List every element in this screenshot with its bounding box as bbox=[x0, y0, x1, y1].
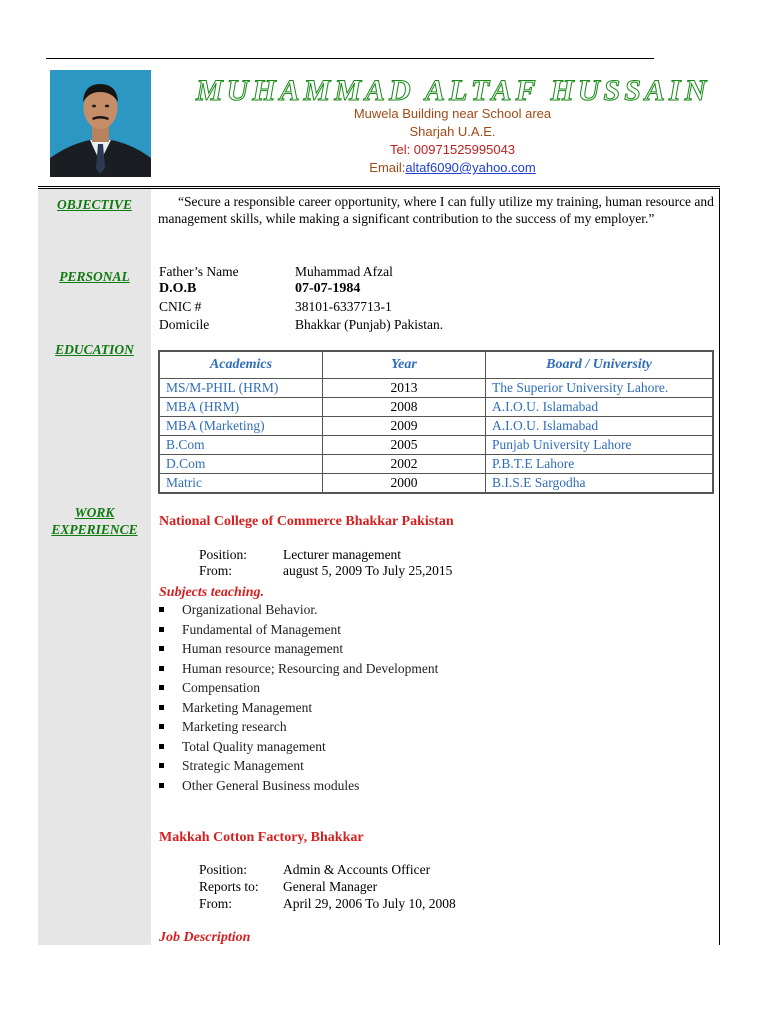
year-cell: 2002 bbox=[323, 455, 486, 474]
email-label: Email: bbox=[369, 160, 406, 175]
section-work: WORK bbox=[74, 505, 115, 520]
bullet-icon bbox=[159, 685, 164, 690]
list-item: Total Quality management bbox=[159, 737, 438, 757]
list-item: Fundamental of Management bbox=[159, 620, 438, 640]
section-education: EDUCATION bbox=[55, 342, 134, 357]
education-table bbox=[158, 350, 714, 494]
personal-label: Father’s Name bbox=[159, 264, 239, 279]
address-line-1: Muwela Building near School area bbox=[353, 106, 552, 121]
applicant-name: MUHAMMAD ALTAF HUSSAIN bbox=[196, 74, 711, 107]
job1-position: Lecturer management bbox=[283, 547, 402, 562]
subjects-list bbox=[159, 600, 438, 795]
job1-position-label: Position: bbox=[199, 547, 248, 562]
board-cell: B.I.S.E Sargodha bbox=[486, 474, 714, 494]
section-sidebar bbox=[38, 189, 151, 945]
list-item: Human resource management bbox=[159, 639, 438, 659]
list-item: Organizational Behavior. bbox=[159, 600, 438, 620]
personal-value: 07-07-1984 bbox=[295, 281, 361, 296]
job2-from: April 29, 2006 To July 10, 2008 bbox=[283, 896, 456, 911]
job2-organization: Makkah Cotton Factory, Bhakkar bbox=[159, 830, 364, 845]
column-header-academics: Academics bbox=[159, 351, 323, 379]
right-border bbox=[719, 189, 720, 945]
bullet-icon bbox=[159, 763, 164, 768]
personal-label: Domicile bbox=[159, 317, 210, 332]
table-row bbox=[159, 398, 713, 417]
job2-reports-label: Reports to: bbox=[199, 879, 259, 894]
job-description-heading: Job Description bbox=[159, 930, 251, 945]
board-cell: A.I.O.U. Islamabad bbox=[486, 417, 714, 436]
board-cell: Punjab University Lahore bbox=[486, 436, 714, 455]
column-header-year: Year bbox=[323, 351, 486, 379]
table-row bbox=[159, 417, 713, 436]
bullet-icon bbox=[159, 666, 164, 671]
list-item: Marketing research bbox=[159, 717, 438, 737]
list-item: Human resource; Resourcing and Development bbox=[159, 659, 438, 679]
bullet-icon bbox=[159, 607, 164, 612]
profile-photo bbox=[50, 70, 151, 177]
bullet-icon bbox=[159, 646, 164, 651]
job1-from: august 5, 2009 To July 25,2015 bbox=[283, 563, 453, 578]
section-objective: OBJECTIVE bbox=[56, 197, 133, 212]
table-row bbox=[159, 436, 713, 455]
job2-position-label: Position: bbox=[199, 862, 248, 877]
subjects-heading: Subjects teaching. bbox=[159, 585, 265, 600]
degree-cell: MBA (Marketing) bbox=[159, 417, 323, 436]
board-cell: The Superior University Lahore. bbox=[486, 379, 714, 398]
bullet-icon bbox=[159, 724, 164, 729]
section-personal: PERSONAL bbox=[59, 269, 130, 284]
table-row bbox=[159, 455, 713, 474]
section-experience: EXPERIENCE bbox=[51, 522, 138, 537]
year-cell: 2000 bbox=[323, 474, 486, 494]
board-cell: P.B.T.E Lahore bbox=[486, 455, 714, 474]
job1-from-label: From: bbox=[199, 563, 233, 578]
list-item: Strategic Management bbox=[159, 756, 438, 776]
list-item: Marketing Management bbox=[159, 698, 438, 718]
table-row bbox=[159, 474, 713, 494]
degree-cell: MBA (HRM) bbox=[159, 398, 323, 417]
telephone: Tel: 00971525995043 bbox=[389, 142, 516, 157]
bullet-icon bbox=[159, 783, 164, 788]
email-link[interactable]: altaf6090@yahoo.com bbox=[405, 160, 536, 175]
year-cell: 2005 bbox=[323, 436, 486, 455]
bullet-icon bbox=[159, 627, 164, 632]
personal-value: Muhammad Afzal bbox=[295, 264, 393, 279]
bullet-icon bbox=[159, 705, 164, 710]
year-cell: 2009 bbox=[323, 417, 486, 436]
column-header-board: Board / University bbox=[486, 351, 714, 379]
year-cell: 2008 bbox=[323, 398, 486, 417]
year-cell: 2013 bbox=[323, 379, 486, 398]
table-header-row bbox=[159, 351, 713, 379]
degree-cell: D.Com bbox=[159, 455, 323, 474]
job1-organization: National College of Commerce Bhakkar Pakistan bbox=[159, 514, 454, 529]
bullet-icon bbox=[159, 744, 164, 749]
board-cell: A.I.O.U. Islamabad bbox=[486, 398, 714, 417]
list-item: Compensation bbox=[159, 678, 438, 698]
email-line bbox=[320, 160, 585, 175]
degree-cell: B.Com bbox=[159, 436, 323, 455]
degree-cell: MS/M-PHIL (HRM) bbox=[159, 379, 323, 398]
objective-text: “Secure a responsible career opportunity, where I can fully utilize my training, human resource and management skills, while making a significant contribution to the success of my employer.” bbox=[158, 194, 714, 226]
personal-label: D.O.B bbox=[159, 281, 197, 296]
address-line-2: Sharjah U.A.E. bbox=[409, 124, 496, 139]
table-row bbox=[159, 379, 713, 398]
top-rule bbox=[46, 58, 654, 59]
job2-reports: General Manager bbox=[283, 879, 378, 894]
list-item: Other General Business modules bbox=[159, 776, 438, 796]
personal-value: Bhakkar (Punjab) Pakistan. bbox=[295, 317, 444, 332]
personal-label: CNIC # bbox=[159, 299, 202, 314]
job2-position: Admin & Accounts Officer bbox=[283, 862, 431, 877]
job2-from-label: From: bbox=[199, 896, 233, 911]
personal-value: 38101-6337713-1 bbox=[295, 299, 392, 314]
degree-cell: Matric bbox=[159, 474, 323, 494]
